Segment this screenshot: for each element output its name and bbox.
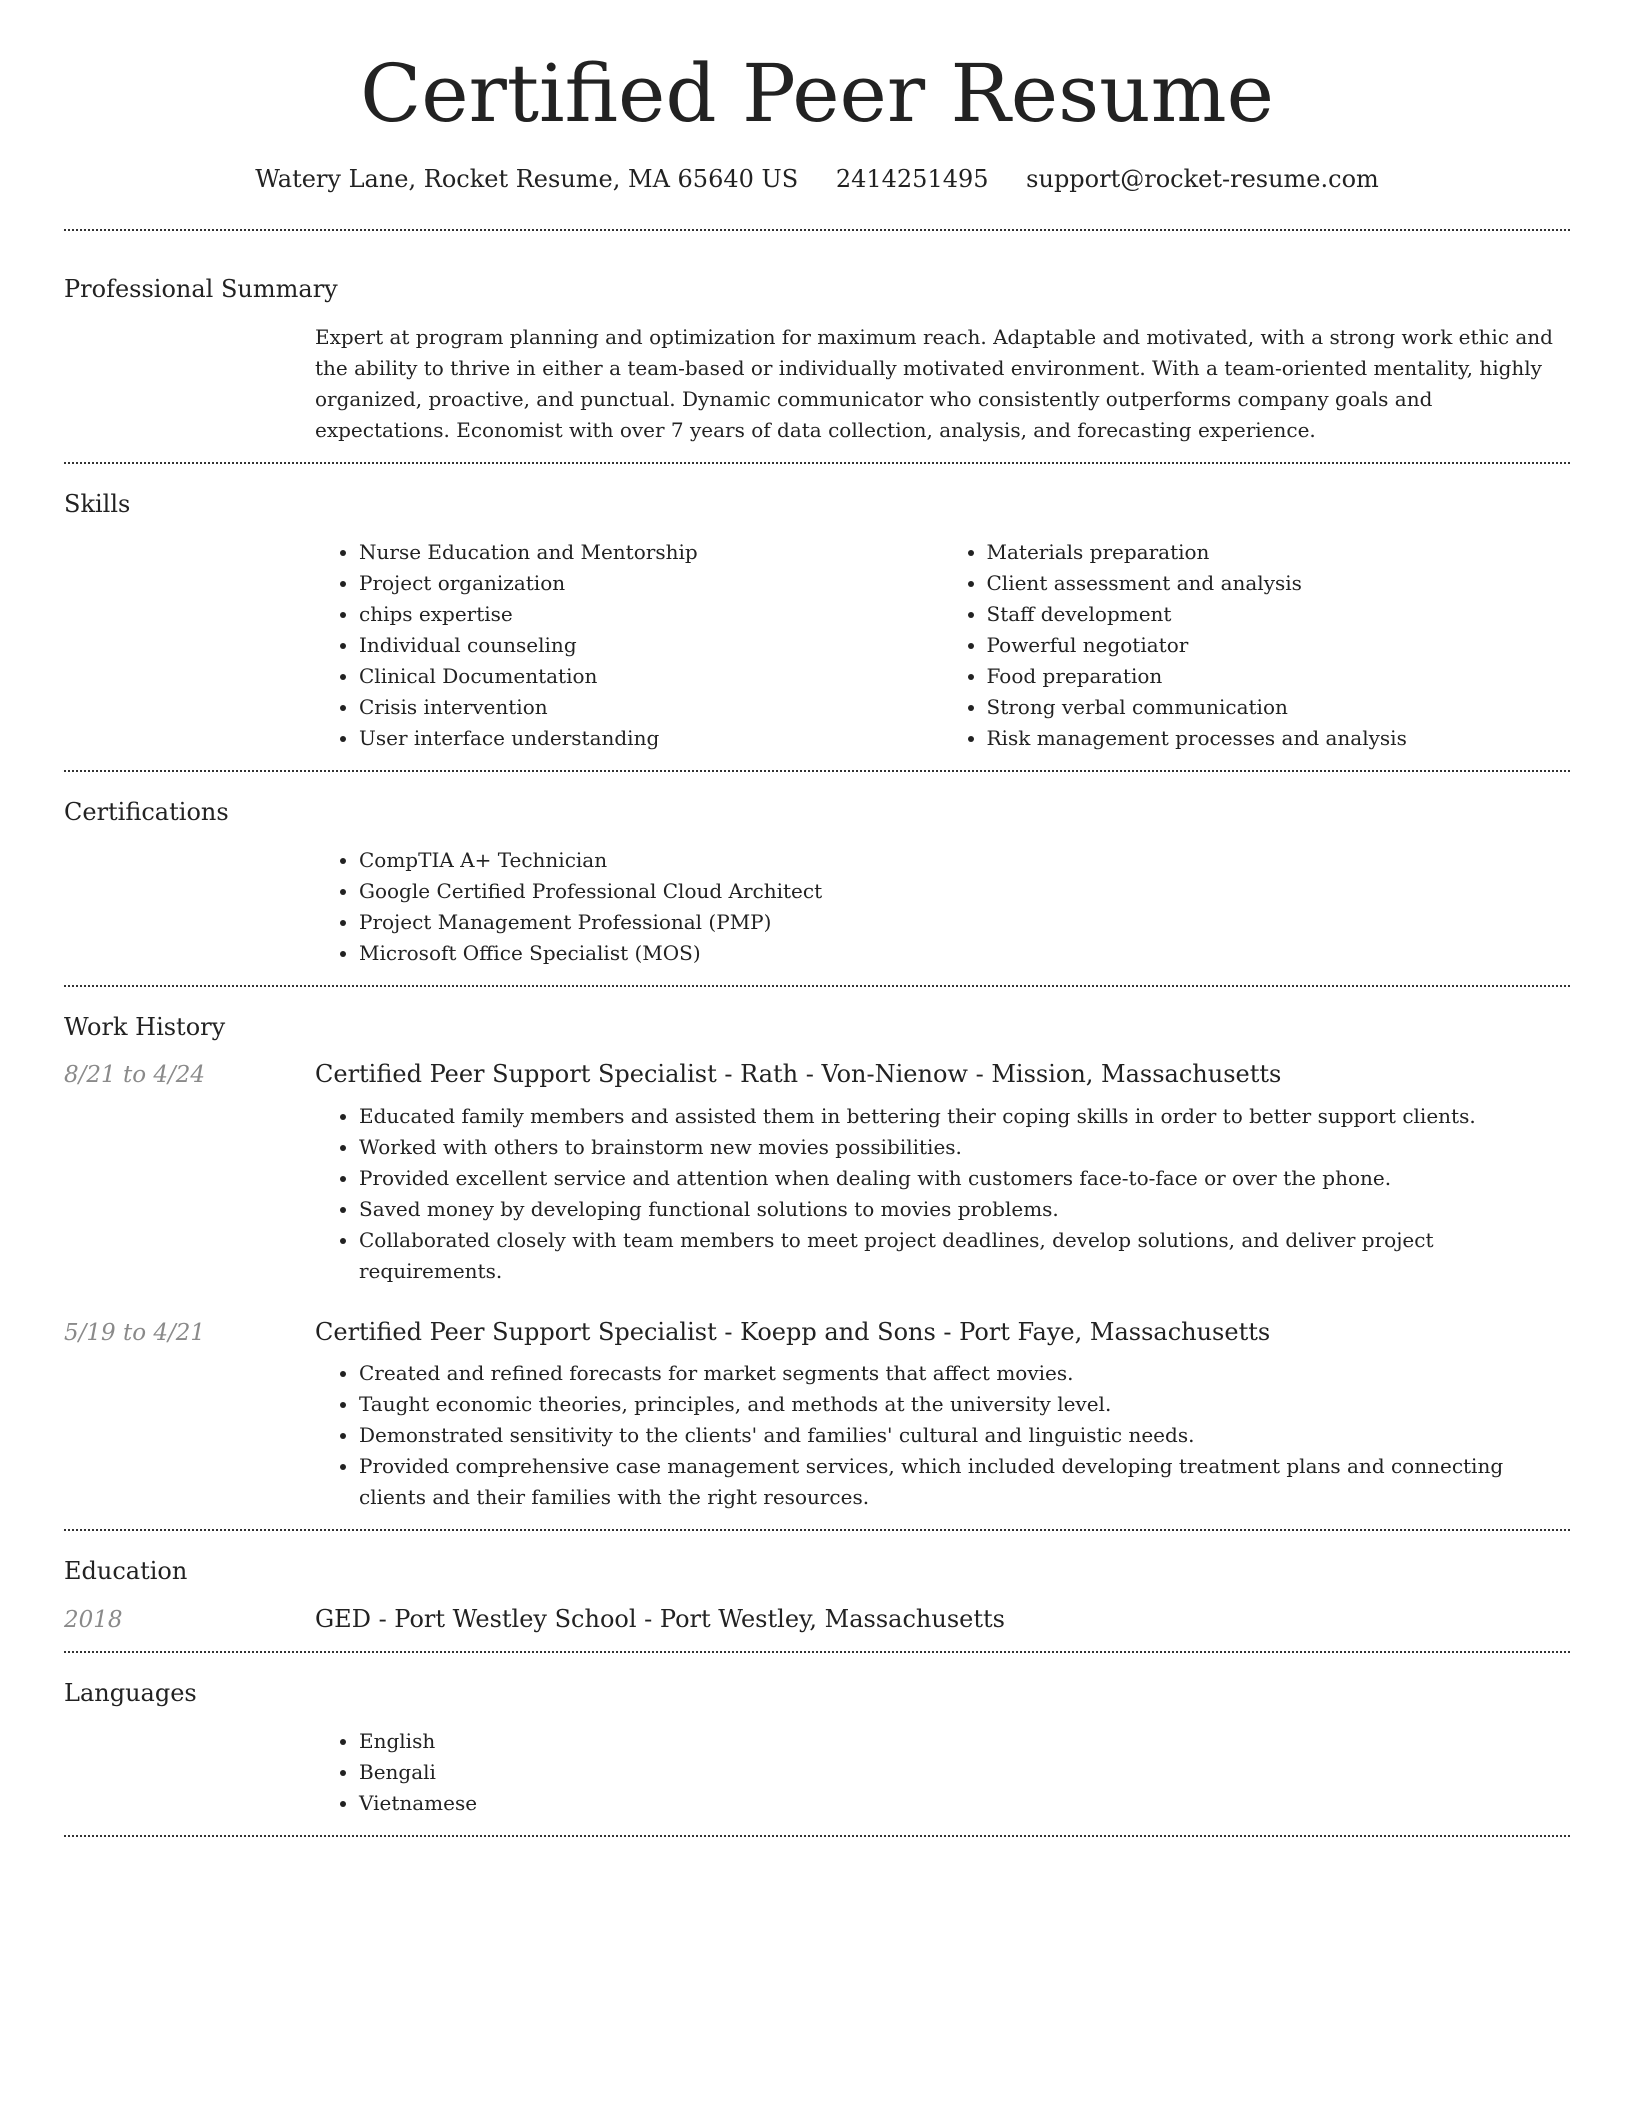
education-year: 2018 <box>64 1606 123 1633</box>
education-section <box>64 1531 1570 1651</box>
skill-item: • Client assessment and analysis <box>987 568 1571 599</box>
skill-item: • Individual counseling <box>359 630 943 661</box>
certification-item: • Microsoft Office Specialist (MOS) <box>359 938 1570 969</box>
job-duty: • Demonstrated sensitivity to the clients' and families' cultural and linguistic needs. <box>359 1420 1570 1451</box>
job-title: Certified Peer Support Specialist - Koepp and Sons - Port Faye, Massachusetts <box>315 1317 1271 1346</box>
job-duty: • Saved money by developing functional solutions to movies problems. <box>359 1194 1570 1225</box>
skill-item: • Clinical Documentation <box>359 661 943 692</box>
language-item: • English <box>359 1726 1570 1757</box>
certification-item: • CompTIA A+ Technician <box>359 845 1570 876</box>
language-item: • Bengali <box>359 1757 1570 1788</box>
section-title: Professional Summary <box>64 275 338 304</box>
skill-item: • Food preparation <box>987 661 1571 692</box>
section-title: Certifications <box>64 797 229 826</box>
job-duties-list <box>315 1101 1570 1287</box>
skill-item: • Materials preparation <box>987 537 1571 568</box>
skill-item: • Staff development <box>987 599 1571 630</box>
skill-item: • Risk management processes and analysis <box>987 723 1571 754</box>
skills-section <box>64 464 1570 770</box>
section-title: Education <box>64 1556 188 1585</box>
address: Watery Lane, Rocket Resume, MA 65640 US <box>255 165 799 193</box>
section-title: Skills <box>64 489 131 518</box>
section-title: Languages <box>64 1678 197 1707</box>
skill-item: • Powerful negotiator <box>987 630 1571 661</box>
job-duty: • Collaborated closely with team members to meet project deadlines, develop solutions, and deliver project requirements. <box>359 1225 1570 1287</box>
certification-item: • Google Certified Professional Cloud Architect <box>359 876 1570 907</box>
work-history-section <box>64 987 1570 1529</box>
certifications-section <box>64 772 1570 985</box>
skill-item: • Strong verbal communication <box>987 692 1571 723</box>
job-entry <box>64 1059 1570 1090</box>
skills-list-right <box>943 537 1571 754</box>
job-duty: • Educated family members and assisted them in bettering their coping skills in order to better support clients. <box>359 1101 1570 1132</box>
divider <box>64 1835 1570 1837</box>
job-duty: • Provided comprehensive case management services, which included developing treatment plans and connecting clients and their families with the right resources. <box>359 1451 1570 1513</box>
skills-list-left <box>315 537 943 754</box>
languages-list <box>315 1726 1570 1819</box>
resume-header <box>64 0 1570 195</box>
summary-text: Expert at program planning and optimization for maximum reach. Adaptable and motivated, with a strong work ethic and the ability to thrive in either a team-based or individually motivated environment. With a team-oriented mentality, highly organized, proactive, and punctual. Dynamic communicator who consistently outperforms company goals and expectations. Economist with over 7 years of data collection, analysis, and forecasting experience. <box>315 324 1553 442</box>
job-title: Certified Peer Support Specialist - Rath - Von-Nienow - Mission, Massachusetts <box>315 1060 1282 1089</box>
email: support@rocket-resume.com <box>1026 165 1379 193</box>
job-dates: 8/21 to 4/24 <box>64 1062 206 1089</box>
skill-item: • Project organization <box>359 568 943 599</box>
skill-item: • Crisis intervention <box>359 692 943 723</box>
skill-item: • User interface understanding <box>359 723 943 754</box>
contact-line <box>64 164 1570 195</box>
languages-section <box>64 1653 1570 1835</box>
certifications-list <box>315 845 1570 969</box>
job-duty: • Worked with others to brainstorm new movies possibilities. <box>359 1132 1570 1163</box>
section-title: Work History <box>64 1012 226 1041</box>
phone: 2414251495 <box>835 165 989 193</box>
skill-item: • chips expertise <box>359 599 943 630</box>
skill-item: • Nurse Education and Mentorship <box>359 537 943 568</box>
job-duty: • Taught economic theories, principles, and methods at the university level. <box>359 1389 1570 1420</box>
job-duty: • Created and refined forecasts for market segments that affect movies. <box>359 1358 1570 1389</box>
education-degree: GED - Port Westley School - Port Westley, Massachusetts <box>315 1604 1005 1633</box>
job-dates: 5/19 to 4/21 <box>64 1319 206 1346</box>
candidate-name: Certified Peer Resume <box>360 47 1274 140</box>
job-duty: • Provided excellent service and attention when dealing with customers face-to-face or over the phone. <box>359 1163 1570 1194</box>
job-entry <box>64 1317 1570 1348</box>
language-item: • Vietnamese <box>359 1788 1570 1819</box>
education-entry <box>64 1604 1570 1635</box>
job-duties-list <box>315 1358 1570 1513</box>
professional-summary-section <box>64 231 1570 462</box>
certification-item: • Project Management Professional (PMP) <box>359 907 1570 938</box>
resume-page <box>64 0 1570 1837</box>
